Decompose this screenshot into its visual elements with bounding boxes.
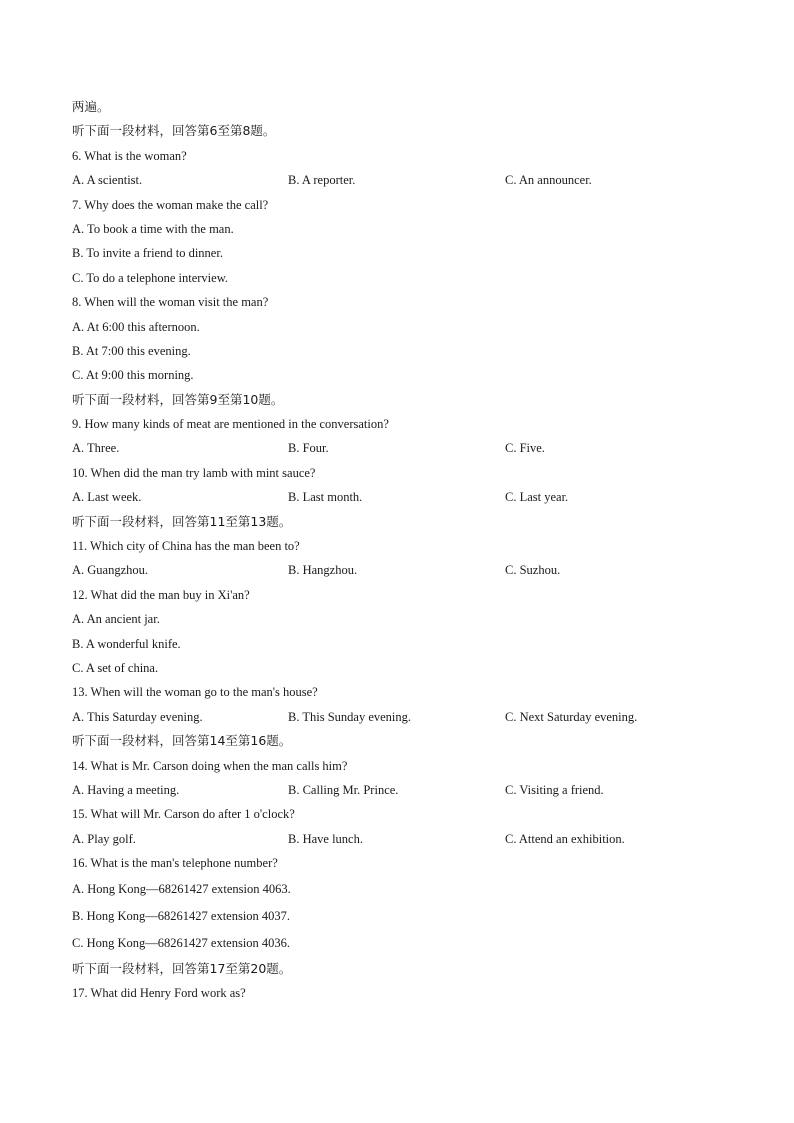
option-12a: A. An ancient jar. xyxy=(72,612,160,627)
question-10: 10. When did the man try lamb with mint sauce? xyxy=(72,465,316,480)
option-14c: C. Visiting a friend. xyxy=(505,782,604,797)
options-11 xyxy=(72,558,732,582)
question-13: 13. When will the woman go to the man's house? xyxy=(72,685,318,700)
exam-page xyxy=(72,95,732,1005)
option-10c: C. Last year. xyxy=(505,490,569,505)
option-13a: A. This Saturday evening. xyxy=(72,709,203,724)
option-9b: B. Four. xyxy=(288,441,329,456)
option-15a: A. Play golf. xyxy=(72,831,136,846)
option-7a: A. To book a time with the man. xyxy=(72,221,234,236)
question-15: 15. What will Mr. Carson do after 1 o'clock? xyxy=(72,807,295,822)
intro-tail: 两遍。 xyxy=(72,99,110,114)
options-6 xyxy=(72,168,732,192)
question-11: 11. Which city of China has the man been to? xyxy=(72,539,300,554)
option-13b: B. This Sunday evening. xyxy=(288,709,412,724)
options-9 xyxy=(72,436,732,460)
section-heading-6-8: 听下面一段材料，回答第6至第8题。 xyxy=(72,123,276,139)
option-11a: A. Guangzhou. xyxy=(72,563,149,578)
question-6: 6. What is the woman? xyxy=(72,148,187,163)
option-7c: C. To do a telephone interview. xyxy=(72,270,229,285)
option-11b: B. Hangzhou. xyxy=(288,563,358,578)
options-14 xyxy=(72,778,732,802)
option-8c: C. At 9:00 this morning. xyxy=(72,368,194,383)
question-17: 17. What did Henry Ford work as? xyxy=(72,985,246,1000)
option-12c: C. A set of china. xyxy=(72,660,159,675)
options-15 xyxy=(72,827,732,851)
option-16a: A. Hong Kong—68261427 extension 4063. xyxy=(72,881,291,896)
option-12b: B. A wonderful knife. xyxy=(72,636,181,651)
option-13c: C. Next Saturday evening. xyxy=(505,709,638,724)
option-7b: B. To invite a friend to dinner. xyxy=(72,246,223,261)
section-heading-9-10: 听下面一段材料，回答第9至第10题。 xyxy=(72,391,284,407)
section-heading-14-16: 听下面一段材料，回答第14至第16题。 xyxy=(72,733,292,749)
question-14: 14. What is Mr. Carson doing when the man calls him? xyxy=(72,758,348,773)
option-8a: A. At 6:00 this afternoon. xyxy=(72,319,200,334)
question-7: 7. Why does the woman make the call? xyxy=(72,197,269,212)
question-16: 16. What is the man's telephone number? xyxy=(72,856,278,871)
option-11c: C. Suzhou. xyxy=(505,563,561,578)
section-heading-17-20: 听下面一段材料，回答第17至第20题。 xyxy=(72,960,292,976)
question-8: 8. When will the woman visit the man? xyxy=(72,295,269,310)
option-9c: C. Five. xyxy=(505,441,545,456)
option-16b: B. Hong Kong—68261427 extension 4037. xyxy=(72,908,291,923)
question-9: 9. How many kinds of meat are mentioned in the conversation? xyxy=(72,417,389,432)
question-12: 12. What did the man buy in Xi'an? xyxy=(72,587,250,602)
option-10b: B. Last month. xyxy=(288,490,363,505)
option-6b: B. A reporter. xyxy=(288,173,356,188)
options-13 xyxy=(72,705,732,729)
option-8b: B. At 7:00 this evening. xyxy=(72,343,191,358)
option-15b: B. Have lunch. xyxy=(288,831,363,846)
option-6c: C. An announcer. xyxy=(505,173,592,188)
option-10a: A. Last week. xyxy=(72,490,142,505)
option-6a: A. A scientist. xyxy=(72,173,143,188)
option-14b: B. Calling Mr. Prince. xyxy=(288,782,399,797)
option-14a: A. Having a meeting. xyxy=(72,782,180,797)
section-heading-11-13: 听下面一段材料，回答第11至第13题。 xyxy=(72,513,292,529)
option-9a: A. Three. xyxy=(72,441,120,456)
option-15c: C. Attend an exhibition. xyxy=(505,831,625,846)
option-16c: C. Hong Kong—68261427 extension 4036. xyxy=(72,935,291,950)
options-10 xyxy=(72,485,732,509)
